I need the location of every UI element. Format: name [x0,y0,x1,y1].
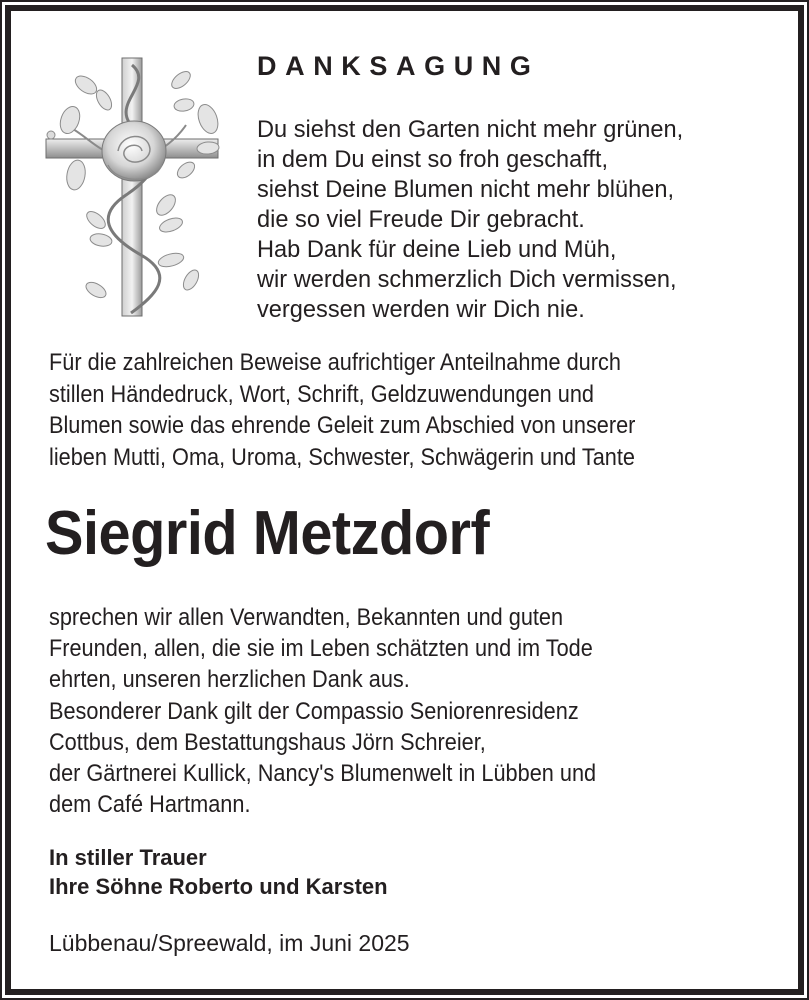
intro-line: stillen Händedruck, Wort, Schrift, Geldzuwendungen und [49,381,594,408]
poem-line: wir werden schmerzlich Dich vermissen, [257,267,677,293]
intro-line: Für die zahlreichen Beweise aufrichtiger Anteilnahme durch [49,350,621,376]
signature-line: In stiller Trauer [49,845,207,870]
poem-line: siehst Deine Blumen nicht mehr blühen, [257,177,675,203]
signature-line: Ihre Söhne Roberto und Karsten [49,874,388,899]
poem-block [257,115,683,325]
thanks-line: ehrten, unseren herzlichen Dank aus. [49,667,410,694]
poem-line: in dem Du einst so froh geschafft, [257,147,609,173]
deceased-name: Siegrid Metzdorf [45,499,490,568]
thanks-line: sprechen wir allen Verwandten, Bekannten und guten [49,605,564,631]
heading-danksagung: DANKSAGUNG [257,51,540,81]
thanks-paragraph [49,603,596,821]
poem-line: Hab Dank für deine Lieb und Müh, [257,237,617,263]
intro-paragraph [49,348,635,474]
signature-block [49,843,388,901]
intro-line: lieben Mutti, Oma, Uroma, Schwester, Schwägerin und Tante [49,444,635,471]
poem-line: die so viel Freude Dir gebracht. [257,207,585,233]
thanks-line: dem Café Hartmann. [49,792,251,819]
cross-with-rose-icon [36,55,226,320]
thanks-line: der Gärtnerei Kullick, Nancy's Blumenwelt in Lübben und [49,761,597,788]
thanks-line: Freunden, allen, die sie im Leben schätzten und im Tode [49,636,593,663]
poem-line: Du siehst den Garten nicht mehr grünen, [257,117,684,143]
thanks-line: Cottbus, dem Bestattungshaus Jörn Schreier, [49,729,486,756]
poem-line: vergessen werden wir Dich nie. [257,297,585,323]
intro-line: Blumen sowie das ehrende Geleit zum Abschied von unserer [49,413,636,439]
place-date: Lübbenau/Spreewald, im Juni 2025 [49,930,410,956]
thanks-line: Besonderer Dank gilt der Compassio Seniorenresidenz [49,698,579,725]
